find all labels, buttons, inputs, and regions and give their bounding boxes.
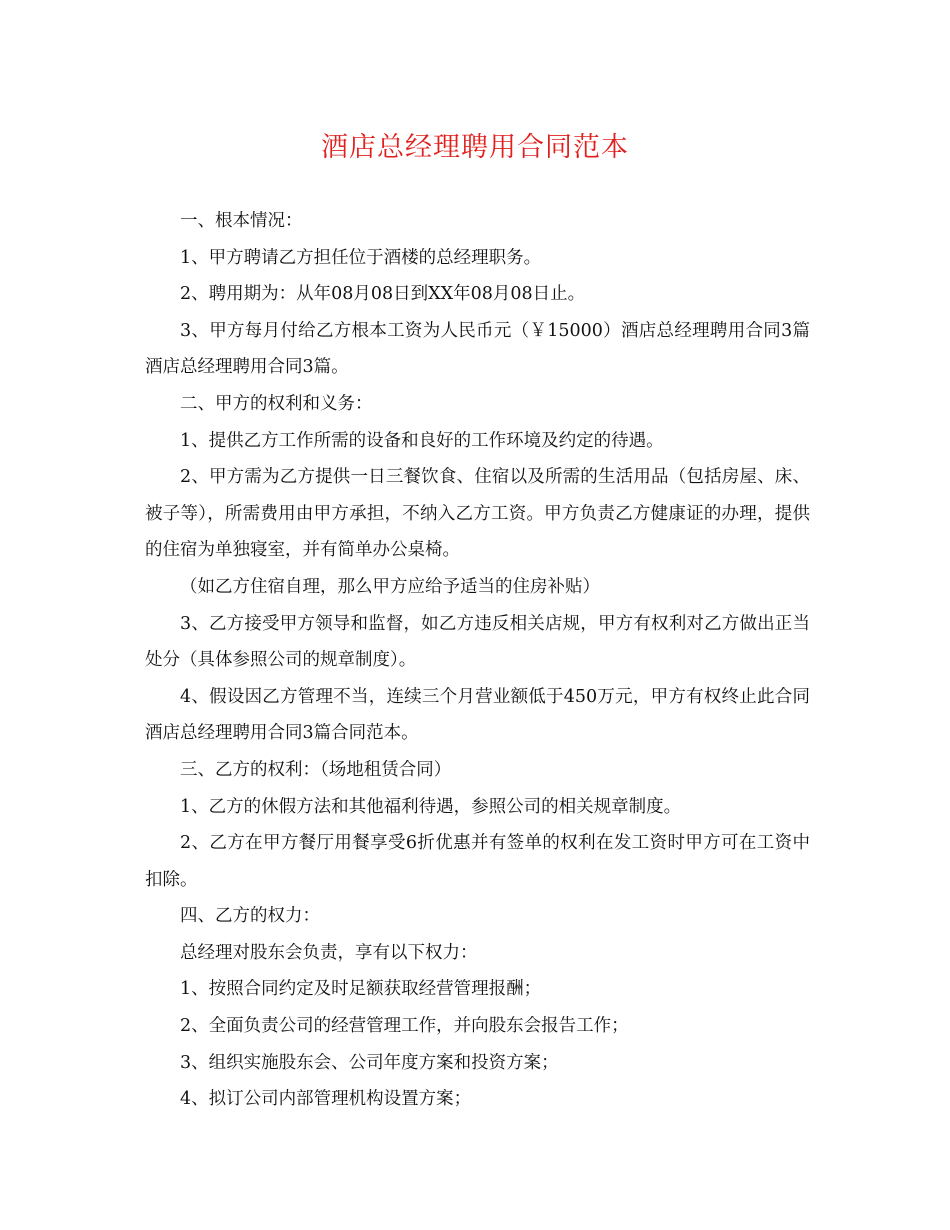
clause-paragraph: 3、组织实施股东会、公司年度方案和投资方案；	[180, 1052, 559, 1073]
section-heading-party-a: 二、甲方的权利和义务：	[180, 393, 373, 414]
section-heading-basic-info: 一、根本情况：	[180, 211, 303, 231]
clause-paragraph: 3、乙方接受甲方领导和监督，如乙方违反相关店规，甲方有权利对乙方做出正当处分（具体参照公司的规章制度）。	[145, 613, 810, 671]
clause-paragraph: 2、聘用期为：从年08月08日到XX年08月08日止。	[180, 284, 586, 305]
clause-paragraph: 4、假设因乙方管理不当，连续三个月营业额低于450万元，甲方有权终止此合同酒店总经理聘用合同3篇合同范本。	[145, 686, 810, 744]
clause-paragraph: 总经理对股东会负责，享有以下权力：	[180, 942, 478, 963]
clause-paragraph: 1、按照合同约定及时足额获取经营管理报酬；	[180, 979, 542, 1000]
clause-note: （如乙方住宿自理，那么甲方应给予适当的住房补贴）	[180, 576, 600, 597]
clause-paragraph: 3、甲方每月付给乙方根本工资为人民币元（￥15000）酒店总经理聘用合同3篇酒店总经理聘用合同3篇。	[145, 320, 810, 378]
clause-paragraph: 2、乙方在甲方餐厅用餐享受6折优惠并有签单的权利在发工资时甲方可在工资中扣除。	[145, 833, 810, 890]
clause-paragraph: 2、全面负责公司的经营管理工作，并向股东会报告工作；	[180, 1016, 629, 1037]
clause-paragraph: 1、提供乙方工作所需的设备和良好的工作环境及约定的待遇。	[180, 430, 664, 451]
document-title: 酒店总经理聘用合同范本	[321, 132, 629, 163]
clause-paragraph: 4、拟订公司内部管理机构设置方案；	[180, 1089, 472, 1110]
section-heading-party-b-rights: 三、乙方的权利：（场地租赁合同）	[180, 759, 452, 780]
clause-paragraph: 1、甲方聘请乙方担任位于酒楼的总经理职务。	[180, 247, 542, 268]
clause-paragraph: 2、甲方需为乙方提供一日三餐饮食、住宿以及所需的生活用品（包括房屋、床、被子等），所需费用由甲方承担，不纳入乙方工资。甲方负责乙方健康证的办理，提供的住宿为单独寝室，并有简单办公桌椅。	[145, 467, 810, 561]
clause-paragraph: 1、乙方的休假方法和其他福利待遇，参照公司的相关规章制度。	[180, 796, 682, 817]
section-heading-party-b-powers: 四、乙方的权力：	[180, 906, 320, 927]
document-body	[145, 203, 810, 1118]
